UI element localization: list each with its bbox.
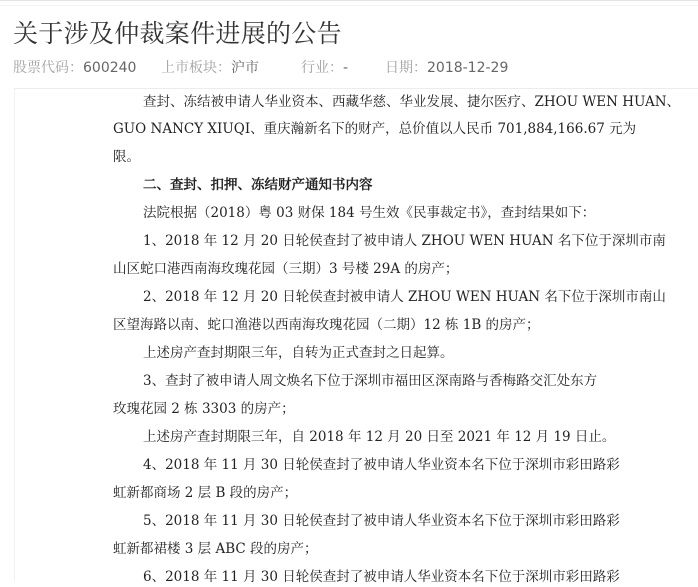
doc-line: GUO NANCY XIUQI、重庆瀚新名下的财产，总价值以人民币 701,884,166.67 元为	[113, 121, 637, 137]
meta-market-label: 上市板块：	[161, 60, 231, 76]
meta-industry-value: -	[343, 60, 349, 76]
top-border	[0, 0, 698, 1]
doc-line: 5、2018 年 11 月 30 日轮侯查封了被申请人华业资本名下位于深圳市彩田路彩	[143, 513, 620, 529]
meta-industry	[301, 57, 385, 79]
doc-line: 上述房产查封期限三年，自 2018 年 12 月 20 日至 2021 年 12 月 19 日止。	[143, 429, 616, 445]
section-heading: 二、查封、扣押、冻结财产通知书内容	[143, 177, 373, 193]
doc-line: 虹新都裙楼 3 层 ABC 段的房产；	[113, 541, 318, 557]
meta-industry-label: 行业：	[301, 60, 343, 76]
doc-line: 山区蛇口港西南海玫瑰花园（三期）3 号楼 29A 的房产；	[113, 261, 459, 277]
doc-line: 限。	[113, 149, 140, 165]
top-border-secondary	[0, 5, 698, 6]
announcement-meta	[13, 57, 508, 79]
meta-date-value: 2018-12-29	[427, 60, 509, 76]
doc-line: 区望海路以南、蛇口渔港以西南海玫瑰花园（二期）12 栋 1B 的房产；	[113, 317, 540, 333]
doc-line: 玫瑰花园 2 栋 3303 的房产；	[113, 401, 295, 417]
doc-line: 法院根据（2018）粤 03 财保 184 号生效《民事裁定书》，查封结果如下：	[143, 205, 596, 221]
meta-market	[161, 57, 301, 79]
doc-line: 4、2018 年 11 月 30 日轮侯查封了被申请人华业资本名下位于深圳市彩田路彩	[143, 457, 620, 473]
doc-line: 查封、冻结被申请人华业资本、西藏华慈、华业发展、捷尔医疗、ZHOU WEN HUAN、	[143, 94, 681, 110]
doc-line: 上述房产查封期限三年，自转为正式查封之日起算。	[143, 345, 454, 361]
meta-date	[385, 57, 508, 79]
meta-date-label: 日期：	[385, 60, 427, 76]
doc-line: 6、2018 年 11 月 30 日轮侯查封了被申请人华业资本名下位于深圳市彩田路彩	[143, 569, 620, 585]
meta-stock-code	[13, 57, 161, 79]
meta-market-value: 沪市	[231, 60, 259, 76]
doc-line: 1、2018 年 12 月 20 日轮侯查封了被申请人 ZHOU WEN HUAN 名下位于深圳市南	[143, 233, 666, 249]
doc-line: 2、2018 年 12 月 20 日轮侯查封被申请人 ZHOU WEN HUAN 名下位于深圳市南山	[143, 289, 666, 305]
page-title: 关于涉及仲裁案件进展的公告	[13, 19, 342, 48]
header-divider	[14, 88, 698, 89]
meta-stock-code-value: 600240	[83, 60, 137, 76]
doc-line: 虹新都商场 2 层 B 段的房产；	[113, 485, 298, 501]
content-left-border	[14, 88, 15, 581]
doc-line: 3、查封了被申请人周文焕名下位于深圳市福田区深南路与香梅路交汇处东方	[143, 373, 598, 389]
meta-stock-code-label: 股票代码：	[13, 60, 83, 76]
